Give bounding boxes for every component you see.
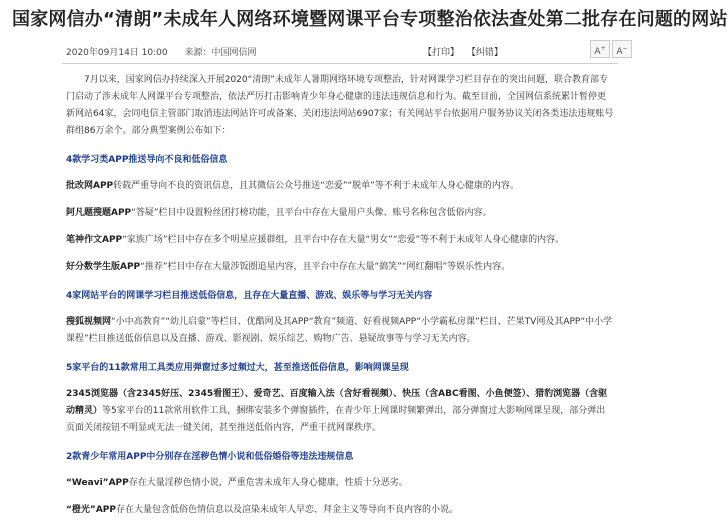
case-item (66, 205, 614, 222)
print-link[interactable]: 【打印】 (423, 48, 460, 58)
section-heading: 4家网站平台的网课学习栏目推送低俗信息，且存在大量直播、游戏、娱乐等与学习无关内容 (66, 291, 433, 301)
case-text: “答疑”栏目中设置粉丝团打榜功能，且平台中存在大量用户头像、账号名称包含低俗内容。 (131, 208, 492, 218)
section-heading: 4款学习类APP推送导向不良和低俗信息 (66, 155, 228, 165)
case-item (66, 259, 614, 276)
case-subject: 笔神作文APP (66, 235, 123, 245)
article-tools (423, 45, 508, 58)
case-text: “家族广场”栏目中存在多个明星应援群组，且平台中存在大量“男女”“恋爱”等不利于未成年人身心健康的内容。 (122, 235, 565, 245)
publish-date: 2020年09月14日 10:00 (66, 48, 168, 58)
section-heading: 5家平台的11款常用工具类应用弹窗过多过频过大，甚至推送低俗信息，影响网课呈现 (66, 363, 409, 373)
case-text: 存在大量包含低俗色情信息以及渲染未成年人早恋、拜金主义等导向不良内容的小说。 (116, 505, 459, 515)
case-subject: 好分数学生版APP (66, 262, 141, 272)
section-heading: 2款青少年常用APP中分别存在淫秽色情小说和低俗婚俗等违法违规信息 (66, 452, 354, 462)
case-subject: 2345浏览器（含2345好压、2345看图王）、爱奇艺、百度输入法（含好看视频）、快压（含ABC看图、小鱼便签）、猎豹浏览器（含驱动精灵） (66, 389, 608, 416)
intro-paragraph: 7月以来，国家网信办持续深入开展2020“清朗”未成年人暑期网络环境专项整治，针对网课学习栏目存在的突出问题，联合教育部专门启动了涉未成年人网课平台专项整治，依法严厉打击影响青少年身心健康的违法违规信息和行为。截至目前，全国网信系统累计暂停更新网站64家，会同电信主管部门取消违法网站许可或备案、关闭违法网站6907家；有关网站平台依据用户服务协议关闭各类违法违规账号群组86万余个。部分典型案例公布如下： (66, 75, 614, 136)
case-text: 存在大量淫秽色情小说，严重危害未成年人身心健康，性质十分恶劣。 (128, 478, 408, 488)
article-body (66, 72, 614, 529)
header-divider (62, 63, 618, 64)
case-subject: “Weavi”APP (66, 478, 129, 488)
font-decrease-button[interactable]: A− (612, 40, 632, 58)
case-item (66, 178, 614, 195)
article-meta (66, 45, 257, 58)
case-text: “小中高教育”“幼儿启蒙”等栏目、优酷网及其APP“教育”频道、好看视频APP“小学霸私房课”栏目、芒果TV网及其APP“中小学课程”栏目推送低俗信息以及直播、游戏、影视剧、娱乐综艺、购物广告、悬疑故事等与学习无关内容。 (66, 317, 613, 344)
case-text: “推荐”栏目中存在大量涉饭圈追星内容，且平台中存在大量“搞笑”“网红翻唱”等娱乐性内容。 (140, 262, 511, 272)
case-item (66, 232, 614, 249)
case-item (66, 314, 614, 348)
case-text: 等5家平台的11款常用软件工具，捆绑安装多个弹窗插件，在青少年上网课时频繁弹出，部分弹窗过大影响网课呈现，部分弹出页面关闭按钮不明显或无法一键关闭，甚至推送低俗内容，严重干扰网课秩序。 (66, 406, 606, 433)
font-decrease-label: A (616, 47, 623, 57)
case-item (66, 475, 614, 492)
case-subject: “橙光”APP (66, 505, 116, 515)
font-increase-label: A (594, 47, 601, 57)
article-source: 来源：中国网信网 (184, 48, 257, 58)
case-subject: 阿凡题搜题APP (66, 208, 132, 218)
case-item (66, 502, 614, 519)
correction-link[interactable]: 【纠错】 (466, 48, 503, 58)
font-increase-button[interactable]: A+ (590, 40, 610, 58)
case-text: 转载严重导向不良的资讯信息，且其微信公众号推送“恋爱”“脱单”等不利于未成年人身心健康的内容。 (113, 181, 519, 191)
article-title: 国家网信办“清朗”未成年人网络环境暨网课平台专项整治依法查处第二批存在问题的网站 (12, 9, 728, 30)
case-subject: 搜狐视频网 (66, 317, 112, 327)
case-item (66, 386, 614, 437)
case-subject: 批改网APP (66, 181, 114, 191)
